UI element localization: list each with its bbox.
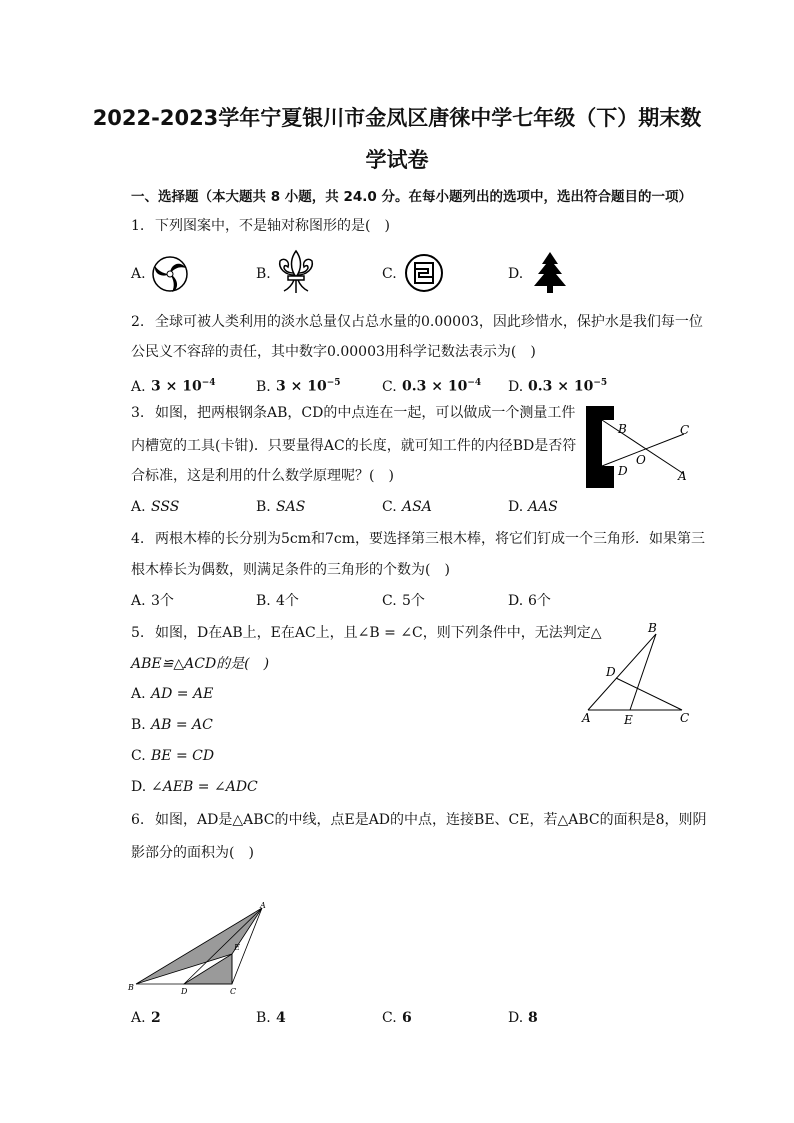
option-coef: 3 × 10 <box>151 378 202 395</box>
caliper-figure <box>580 404 700 490</box>
question-text-line1: 两根木棒的长分别为5cm和7cm，要选择第三根木棒，将它们钉成一个三角形．如果第三 <box>155 531 706 547</box>
point-e-label: E <box>234 943 240 952</box>
shaded-triangle-figure <box>126 900 276 1000</box>
fleur-de-lis-icon <box>276 249 316 295</box>
segment-be <box>630 634 656 710</box>
option-5c[interactable] <box>131 746 214 766</box>
option-label: B. <box>131 717 146 733</box>
option-label: D. <box>508 499 524 515</box>
option-4b[interactable] <box>256 591 299 611</box>
option-label: C. <box>131 748 146 764</box>
option-label: D. <box>508 593 524 609</box>
point-e-label: E <box>624 713 633 727</box>
option-5d[interactable] <box>131 777 258 797</box>
question-4 <box>131 529 705 549</box>
triangle-abc-figure <box>578 618 698 728</box>
option-1b-label: B. <box>256 266 271 282</box>
point-a-label: A <box>260 901 266 910</box>
segment-cd <box>616 678 682 710</box>
question-number: 4. <box>131 531 145 547</box>
question-number: 2. <box>131 314 145 330</box>
question-2 <box>131 312 703 332</box>
option-label: C. <box>382 499 397 515</box>
option-6d[interactable] <box>508 1008 538 1028</box>
exam-title-line2: 学试卷 <box>365 148 429 172</box>
question-5-line2: ABE≌△ACD的是( ) <box>131 656 270 672</box>
option-5a[interactable] <box>131 684 213 704</box>
option-label: A. <box>131 686 146 702</box>
point-d-label: D <box>618 464 628 478</box>
question-6-line2: 影部分的面积为( ) <box>131 845 254 861</box>
section-heading: 一、选择题（本大题共 8 小题，共 24.0 分。在每小题列出的选项中，选出符合题目的一项） <box>131 189 693 205</box>
option-5b[interactable] <box>131 715 213 735</box>
point-a-label: A <box>678 469 687 483</box>
option-text: 5个 <box>402 593 425 609</box>
option-label: C. <box>382 1010 397 1026</box>
option-label: D. <box>508 378 524 395</box>
point-o-label: O <box>636 453 646 467</box>
option-6a[interactable] <box>131 1008 161 1028</box>
option-4d[interactable] <box>508 591 551 611</box>
question-3-line2: 内槽宽的工具(卡钳)．只要量得AC的长度，就可知工件的内径BD是否符 <box>131 438 577 454</box>
option-text: AD = AE <box>151 686 214 702</box>
option-label: A. <box>131 1010 146 1026</box>
question-5 <box>131 623 602 643</box>
option-text: BE = CD <box>151 748 215 764</box>
question-number: 3. <box>131 405 145 421</box>
option-text: 6个 <box>528 593 551 609</box>
option-label: B. <box>256 499 271 515</box>
pine-tree-icon <box>530 250 570 295</box>
exam-title-line1: 2022-2023学年宁夏银川市金凤区唐徕中学七年级（下）期末数 <box>92 106 702 130</box>
option-exp: −5 <box>593 378 608 388</box>
option-exp: −4 <box>201 378 216 388</box>
option-4a[interactable] <box>131 591 174 611</box>
point-c-label: C <box>230 987 237 996</box>
point-b-label: B <box>648 621 657 635</box>
option-text: ASA <box>402 499 432 515</box>
option-2d[interactable] <box>508 373 607 397</box>
option-text: SAS <box>276 499 306 515</box>
option-text: 2 <box>151 1010 161 1026</box>
option-text: 3个 <box>151 593 174 609</box>
option-2b[interactable] <box>256 373 341 397</box>
option-3d[interactable] <box>508 497 558 517</box>
option-6c[interactable] <box>382 1008 412 1028</box>
option-label: A. <box>131 593 146 609</box>
option-coef: 0.3 × 10 <box>528 378 594 395</box>
segment-ab <box>588 634 656 710</box>
point-d-label: D <box>181 987 188 996</box>
option-coef: 0.3 × 10 <box>402 378 468 395</box>
option-label: A. <box>131 499 146 515</box>
option-1c-label: C. <box>382 266 397 282</box>
seal-symbol-icon <box>404 253 444 293</box>
option-label: C. <box>382 593 397 609</box>
question-text-line1: 如图，把两根钢条AB，CD的中点连在一起，可以做成一个测量工件 <box>155 405 576 421</box>
question-4-line2: 根木棒长为偶数，则满足条件的三角形的个数为( ) <box>131 562 450 578</box>
question-number: 1. <box>131 218 145 234</box>
option-3c[interactable] <box>382 497 432 517</box>
question-text: 下列图案中，不是轴对称图形的是( ) <box>155 218 390 234</box>
option-coef: 3 × 10 <box>276 378 327 395</box>
question-1 <box>131 216 390 236</box>
question-3-line3: 合标准，这是利用的什么数学原理呢？( ) <box>131 468 394 484</box>
option-4c[interactable] <box>382 591 425 611</box>
option-text: 8 <box>528 1010 538 1026</box>
point-d-label: D <box>606 665 616 679</box>
point-b-label: B <box>128 983 134 992</box>
option-1d-label: D. <box>508 266 524 282</box>
question-2-line2: 公民义不容辞的责任，其中数字0.00003用科学记数法表示为( ) <box>131 344 536 360</box>
question-6 <box>131 810 707 830</box>
option-label: D. <box>508 1010 524 1026</box>
option-text: ∠AEB = ∠ADC <box>151 779 258 795</box>
point-a-label: A <box>582 711 591 725</box>
option-2a[interactable] <box>131 373 216 397</box>
option-text: 4个 <box>276 593 299 609</box>
point-b-label: B <box>618 422 627 436</box>
option-text: 6 <box>402 1010 412 1026</box>
point-c-label: C <box>680 711 690 725</box>
option-3b[interactable] <box>256 497 305 517</box>
option-text: SSS <box>151 499 180 515</box>
question-number: 5. <box>131 625 145 641</box>
question-text-line1: 全球可被人类利用的淡水总量仅占总水量的0.00003，因此珍惜水，保护水是我们每一位 <box>155 314 703 330</box>
question-text-line1: 如图，AD是△ABC的中线，点E是AD的中点，连接BE、CE，若△ABC的面积是8，则阴 <box>155 812 707 828</box>
option-exp: −4 <box>467 378 482 388</box>
option-text: AAS <box>528 499 558 515</box>
question-number: 6. <box>131 812 145 828</box>
question-text-line1: 如图，D在AB上，E在AC上，且∠B = ∠C，则下列条件中，无法判定△ <box>155 625 602 641</box>
option-6b[interactable] <box>256 1008 286 1028</box>
option-text: 4 <box>276 1010 286 1026</box>
option-exp: −5 <box>326 378 341 388</box>
option-text: AB = AC <box>151 717 213 733</box>
workpiece-shape <box>586 406 614 488</box>
option-label: D. <box>131 779 147 795</box>
shaded-triangle-abe <box>136 908 262 984</box>
option-2c[interactable] <box>382 373 481 397</box>
option-label: A. <box>131 378 146 395</box>
option-3a[interactable] <box>131 497 179 517</box>
point-c-label: C <box>680 423 690 437</box>
question-3 <box>131 403 575 423</box>
option-label: C. <box>382 378 397 395</box>
swirl-symbol-icon <box>150 254 190 294</box>
option-label: B. <box>256 593 271 609</box>
option-label: B. <box>256 378 271 395</box>
option-label: B. <box>256 1010 271 1026</box>
option-1a-label: A. <box>131 266 146 282</box>
